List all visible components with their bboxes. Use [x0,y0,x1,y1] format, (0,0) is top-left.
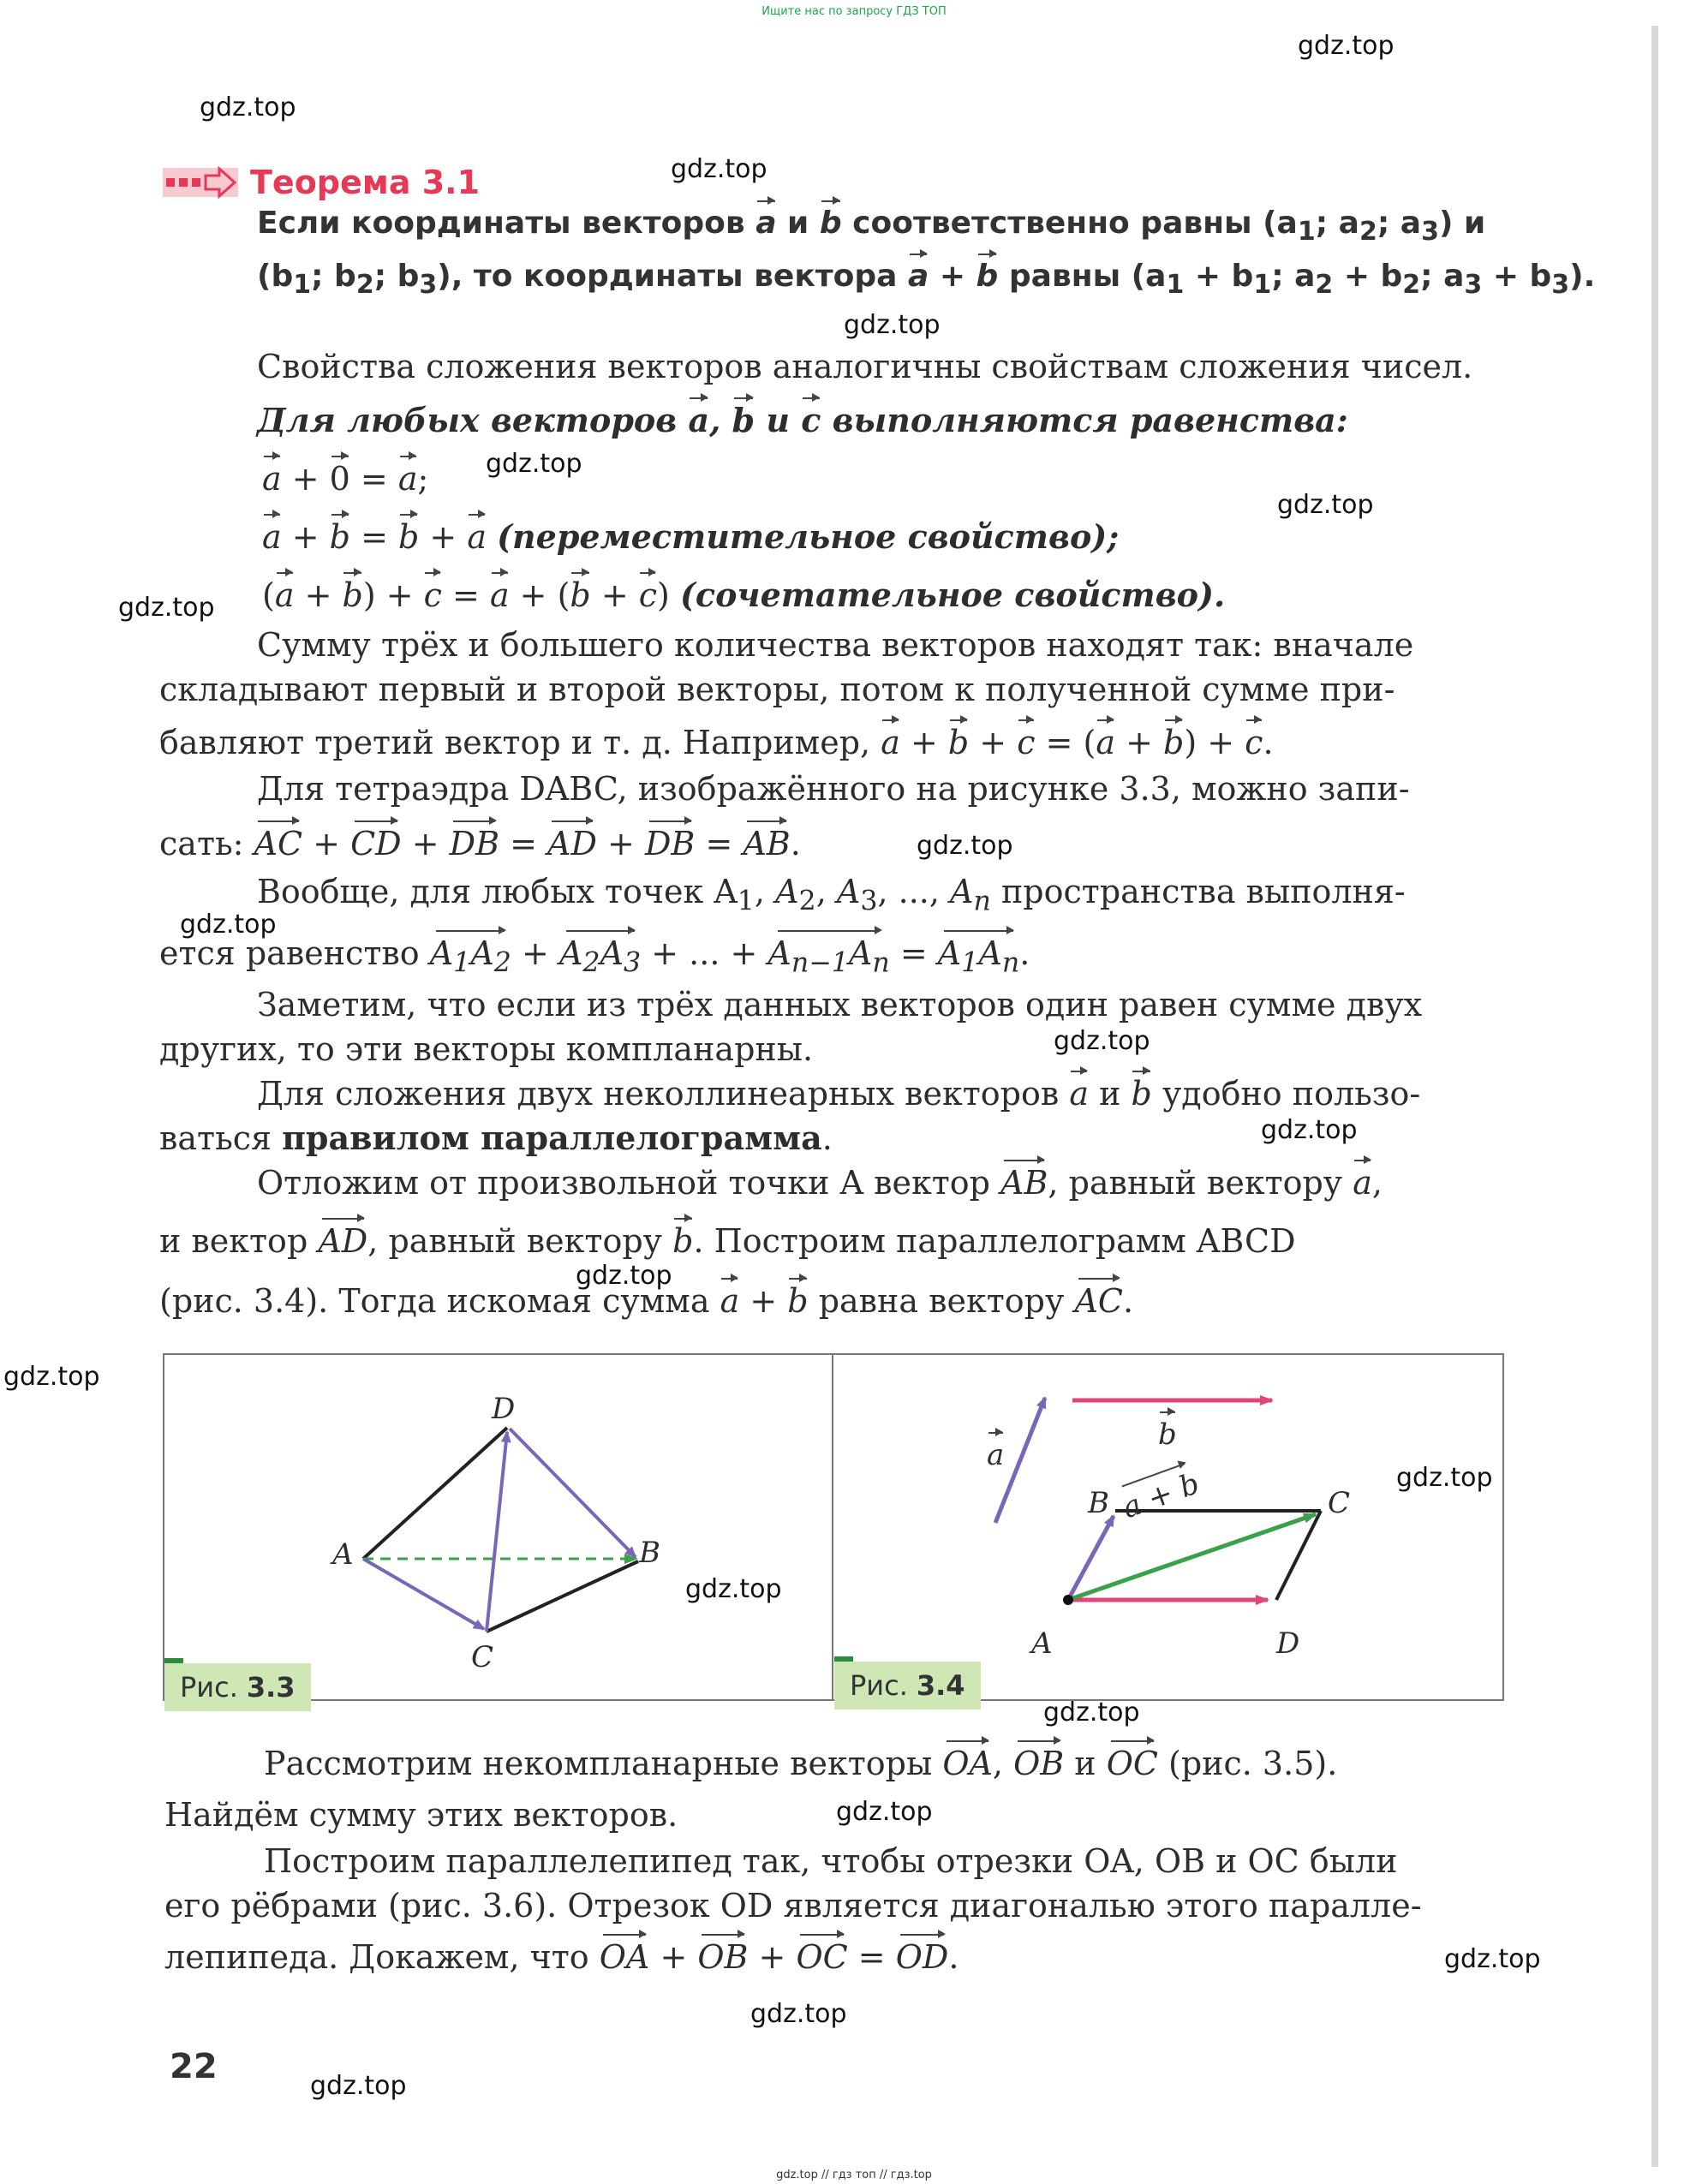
watermark: gdz.top [310,2071,407,2101]
text: 3.4 [916,1669,965,1702]
vector-b: b [820,204,842,243]
subscript: 2 [355,270,374,301]
footer-note: gdz.top // гдз топ // гдз.top [776,2169,932,2181]
equation-associative: (a + b) + c = a + (b + c) (сочетательное свойство). [262,576,1226,614]
text: сать: [159,825,244,862]
subscript: 2 [1402,270,1421,301]
text: равна вектору [818,1282,1065,1320]
text: и [1099,1075,1121,1113]
point-label-c: C [471,1640,494,1674]
paragraph-construct-line-3: (рис. 3.4). Тогда искомая сумма a + b равна вектору AC. [159,1282,1134,1320]
figure-3-3 [363,1428,638,1632]
text: Вообще, для любых точек A [257,873,738,910]
text: ; b [311,259,356,294]
watermark: gdz.top [671,154,767,184]
text: ). [1569,259,1596,294]
subscript: 1 [1166,270,1185,301]
vector-db [510,1429,636,1557]
watermark: gdz.top [844,310,941,340]
paragraph-tetra-line-2: сать: AC + CD + DB = AD + DB = AB. [159,825,801,862]
paragraph-sum-line-1: Сумму трёх и большего количества векторов находят так: вначале [257,626,1414,664]
text: + b [1333,259,1403,294]
text: ; a [1420,259,1465,294]
paragraph-equalities-intro: Для любых векторов a, b и c выполняются равенства: [257,401,1348,439]
paragraph-properties: Свойства сложения векторов аналогичны свойствам сложения чисел. [257,348,1473,385]
subscript: 2 [1315,270,1334,301]
theorem-title: Теорема 3.1 [250,164,481,201]
text: лепипеда. Докажем, что [164,1938,589,1976]
paragraph-coplanar-line-1: Заметим, что если из трёх данных векторов один равен сумме двух [257,986,1423,1023]
watermark: gdz.top [576,1261,672,1291]
text: соответственно равны (a [852,206,1298,241]
text: Рис. [180,1671,238,1704]
text: + b [1482,259,1552,294]
subscript: 1 [293,270,312,301]
text: (рис. 3.5). [1168,1745,1338,1782]
watermark: gdz.top [486,449,582,479]
text: (сочетательное свойство). [679,576,1226,614]
text: и [766,401,790,439]
text: равны (a [1008,259,1167,294]
text: ется равенство [159,934,420,972]
text: Для любых векторов [257,401,678,439]
vector-cd [487,1432,507,1632]
text: ; a [1271,259,1316,294]
equation-zero: a + 0 = a; [262,460,429,498]
text: (переместительное свойство); [497,517,1120,556]
text: и вектор [159,1222,308,1260]
arrow-icon [163,163,238,202]
point-label-d: D [1276,1626,1300,1661]
vector-ac [363,1559,484,1629]
paragraph-sum-line-3: бавляют третий вектор и т. д. Например, a + b + c = (a + b) + c. [159,724,1274,761]
text: ; b [373,259,420,294]
vector-label-b [1158,1415,1177,1454]
equation-commutative: a + b = b + a (переместительное свойство); [262,517,1120,556]
vector-a: a [908,257,929,296]
text: ; a [1377,206,1422,241]
vector-b: b [976,257,999,296]
point-label-d: D [492,1392,516,1426]
text: . Построим параллелограмм ABCD [693,1222,1296,1260]
paragraph-general-line-2: ется равенство $A_1A_2 + A_2A_3$ + ... + $A_{n-1}A_n = A_1A_n$. [159,934,1030,983]
watermark: gdz.top [917,831,1013,861]
text: Для сложения двух неколлинеарных векторов [257,1075,1060,1113]
subscript: 3 [419,270,438,301]
watermark: gdz.top [685,1574,782,1604]
point-label-b: B [639,1536,660,1570]
paragraph-noncoplanar-line-2: Найдём сумму этих векторов. [164,1796,678,1834]
watermark: gdz.top [200,92,296,122]
watermark: gdz.top [118,593,215,623]
subscript: 1 [1253,270,1272,301]
watermark: gdz.top [836,1797,933,1827]
paragraph-tetra-line-1: Для тетраэдра DABC, изображённого на рисунке 3.3, можно запи- [257,770,1410,808]
watermark: gdz.top [1444,1944,1541,1974]
watermark: gdz.top [1043,1698,1140,1728]
paragraph-parallelepiped-line-3: лепипеда. Докажем, что OA + OB + OC = OD. [164,1938,959,1976]
paragraph-rule-line-1: Для сложения двух неколлинеарных векторов a и b удобно пользо- [257,1075,1421,1113]
text: ваться [159,1119,272,1157]
edge-ad [363,1428,507,1559]
figures-drawing [163,1353,1504,1701]
watermark: gdz.top [1396,1463,1493,1493]
edge-cb [487,1561,638,1632]
paragraph-coplanar-line-2: других, то эти векторы компланарны. [159,1030,814,1068]
paragraph-rule-line-2: ваться правилом параллелограмма. [159,1119,833,1157]
text: + b [1184,259,1254,294]
point-label-c: C [1328,1486,1351,1520]
page-edge [1651,26,1658,2167]
text: ) и [1438,206,1486,241]
text: + [939,259,965,294]
text: Рассмотрим некомпланарные векторы [264,1745,933,1782]
text: Рис. [850,1669,908,1702]
paragraph-noncoplanar-line-1: Рассмотрим некомпланарные векторы OA, OB и OC (рис. 3.5). [264,1745,1338,1782]
text: a [987,1435,1004,1475]
text: b [1158,1415,1177,1454]
point-label-a: A [1031,1626,1053,1661]
text: и [787,206,809,241]
subscript: 2 [1359,217,1377,248]
point-label-b: B [1088,1486,1109,1520]
parallelogram-rule-term: правилом параллелограмма [282,1119,822,1157]
text: ; a [1315,206,1359,241]
subscript: 1 [1297,217,1316,248]
watermark: gdz.top [180,910,277,940]
header-note: Ищите нас по запросу ГДЗ ТОП [761,5,947,18]
text: (b [257,259,294,294]
text: выполняются равенства: [832,401,1348,439]
watermark: gdz.top [1277,490,1374,520]
text: 3.3 [246,1671,296,1704]
text: (рис. 3.4). Тогда искомая сумма [159,1282,710,1320]
watermark: gdz.top [750,1999,847,2029]
theorem-heading [163,161,480,204]
text: Отложим от произвольной точки A вектор [257,1164,990,1202]
paragraph-parallelepiped-line-2: его рёбрами (рис. 3.6). Отрезок OD является диагональю этого паралле- [164,1887,1422,1924]
text: , равный вектору [367,1222,663,1260]
figure-caption-3-4 [834,1662,981,1710]
text: ), то координаты вектора [437,259,898,294]
watermark: gdz.top [1261,1115,1358,1145]
point-label-a: A [332,1537,354,1572]
point-a [1063,1595,1073,1605]
text: a + b [1117,1464,1204,1528]
watermark: gdz.top [1298,31,1394,61]
watermark: gdz.top [3,1362,100,1392]
text: пространства выполня- [1000,873,1406,910]
text: удобно пользо- [1162,1075,1421,1113]
vector-label-a [987,1435,1004,1475]
subscript: 3 [1421,217,1439,248]
text: и [1074,1745,1096,1782]
subscript: 3 [1551,270,1570,301]
paragraph-general-line-1: Вообще, для любых точек $A_1$, $A_2$, $A_3$, ..., $A_n$ пространства выполня- [257,873,1406,917]
theorem-line-2 [257,257,1595,305]
text: Если координаты векторов [257,206,745,241]
theorem-line-1 [257,204,1485,252]
paragraph-construct-line-1: Отложим от произвольной точки A вектор AB, равный вектору a, [257,1164,1383,1202]
paragraph-sum-line-2: складывают первый и второй векторы, потом к полученной сумме при- [159,671,1395,708]
paragraph-construct-line-2: и вектор AD, равный вектору b. Построим параллелограмм ABCD [159,1222,1296,1260]
watermark: gdz.top [1054,1026,1150,1056]
subscript: 3 [1464,270,1483,301]
vector-a: a [755,204,776,243]
page-number: 22 [170,2047,218,2086]
text: , равный вектору [1048,1164,1343,1202]
paragraph-parallelepiped-line-1: Построим параллелепипед так, чтобы отрезки OA, OB и OC были [264,1842,1398,1880]
figure-caption-3-3 [164,1663,311,1711]
text: бавляют третий вектор и т. д. Например, [159,724,871,761]
